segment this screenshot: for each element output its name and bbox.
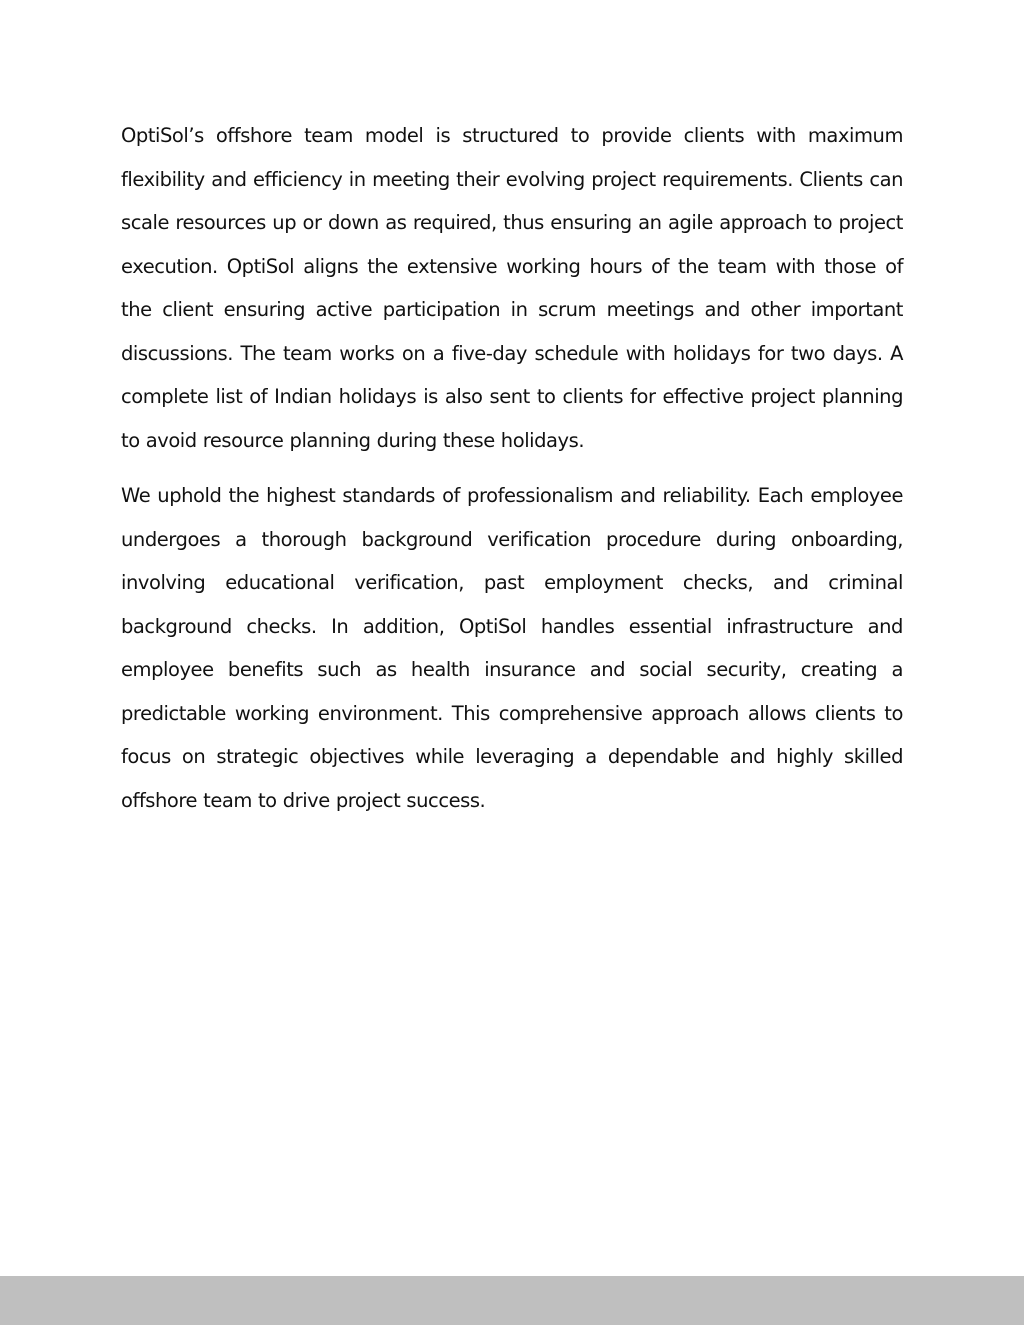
document-body [121,114,903,834]
footer-bar [0,1276,1024,1325]
paragraph-offshore-model: OptiSol’s offshore team model is structured to provide clients with maximum flexibility and efficiency in meeting their evolving project requirements. Clients can scale resources up or down as required, thus ensuring an agile approach to project execution. OptiSol aligns the extensive working hours of the team with those of the client ensuring active participation in scrum meetings and other important discussions. The team works on a five-day schedule with holidays for two days. A complete list of Indian holidays is also sent to clients for effective project planning to avoid resource planning during these holidays. [121,124,903,452]
paragraph-professional-standards: We uphold the highest standards of professionalism and reliability. Each employee undergoes a thorough background verification procedure during onboarding, involving educational verification, past employment checks, and criminal background checks. In addition, OptiSol handles essential infrastructure and employee benefits such as health insurance and social security, creating a predictable working environment. This comprehensive approach allows clients to focus on strategic objectives while leveraging a dependable and highly skilled offshore team to drive project success. [121,484,903,812]
